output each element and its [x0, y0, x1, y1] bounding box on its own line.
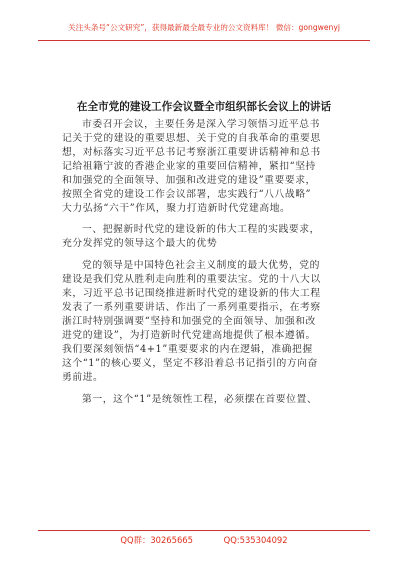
paragraph-line: 按照全省党的建设工作会议部署，忠实践行“八八战略” [62, 189, 312, 200]
paragraph-line: 这个“1”的核心要义，坚定不移沿着总书记指引的方向奋 [62, 358, 318, 369]
paragraph-line: 大力弘扬“六干”作风，聚力打造新时代党建高地。 [62, 203, 291, 214]
paragraph-line: 记给祖籍宁波的香港企业家的重要回信精神，紧扣“坚持 [62, 161, 316, 172]
paragraph-line: 浙江时特别强调要“坚持和加强党的全面领导、加强和改 [62, 316, 316, 327]
paragraph-line: 来，习近平总书记围绕推进新时代党的建设新的伟大工程 [62, 288, 321, 299]
paragraph-line: 进党的建设”，为打造新时代党建高地提供了根本遵循。 [62, 330, 316, 341]
paragraph-line: 勇前进。 [62, 372, 104, 383]
header-divider [38, 40, 370, 41]
paragraph-line: 记关于党的建设的重要思想、关于党的自我革命的重要思 [62, 133, 321, 144]
paragraph-line: 想，对标落实习近平总书记考察浙江重要讲话精神和总书 [62, 147, 321, 158]
paragraph-line: 和加强党的全面领导、加强和改进党的建设”重要要求， [62, 175, 316, 186]
paragraph-line: 我们要深刻领悟“4+1”重要要求的内在逻辑，准确把握 [62, 344, 313, 355]
paragraph-line: 建设是我们党从胜利走向胜利的重要法宝。党的十八大以 [62, 274, 321, 285]
document-body [62, 118, 362, 407]
footer-divider [38, 530, 370, 531]
footer-qq-group: QQ群：30265665 [120, 535, 193, 545]
paragraph-line: 发表了一系列重要讲话、作出了一系列重要指示，在考察 [62, 302, 321, 313]
paragraph-line: 党的领导是中国特色社会主义制度的最大优势，党的 [82, 260, 320, 271]
footer-contact [0, 534, 408, 546]
header-banner: 关注头条号“公文研究”，获得最新最全最专业的公文资料库！ 微信：gongwenyj [68, 23, 340, 32]
paragraph-line: 第一，这个“1”是统领性工程，必须摆在首要位置、 [82, 394, 318, 405]
document-title: 在全市党的建设工作会议暨全市组织部长会议上的讲话 [76, 101, 332, 113]
section-heading-line: 充分发挥党的领导这个最大的优势 [62, 238, 218, 249]
footer-qq-number: QQ:535304092 [223, 535, 288, 545]
section-heading-line: 一、把握新时代党的建设新的伟大工程的实践要求， [82, 224, 320, 235]
paragraph-line: 市委召开会议，主要任务是深入学习领悟习近平总书 [82, 119, 320, 130]
